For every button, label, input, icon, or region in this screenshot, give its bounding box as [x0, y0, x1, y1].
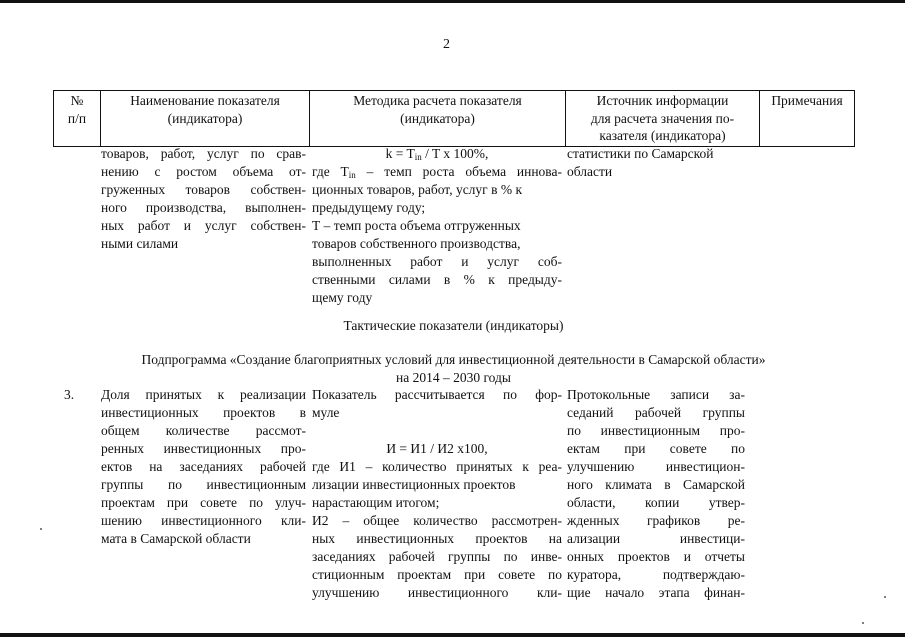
text-line: ектам при совете по — [567, 441, 745, 456]
subprogram-title-line2: на 2014 – 2030 годы — [396, 370, 511, 385]
scan-edge-bottom — [0, 633, 905, 637]
text-line: ционных товаров, работ, услуг в % к — [312, 182, 523, 197]
text-line: ного климата в Самарской — [567, 477, 745, 492]
scan-speck — [862, 622, 864, 624]
header-number: № п/п — [54, 91, 101, 147]
text-line: куратора, подтверждаю- — [567, 567, 745, 582]
text-line: щие начало этапа финан- — [567, 585, 745, 600]
text-line: Доля принятых к реализации — [101, 387, 306, 402]
header-notes: Примечания — [760, 91, 855, 147]
header-name: Наименование показателя (индикатора) — [101, 91, 310, 147]
subprogram-title-line1: Подпрограмма «Создание благоприятных условий для инвестиционной деятельности в Самарской области» — [141, 352, 766, 367]
text-line: Показатель рассчитывается по фор- — [312, 387, 562, 402]
formula-k: $k = T_{in} / T$ x 100%, — [385, 146, 489, 162]
text-line: выполненных работ и услуг соб- — [312, 254, 562, 269]
text-line: нению с ростом объема от- — [101, 164, 306, 179]
text-line: общем количестве рассмот- — [101, 423, 306, 438]
text-line: Т – темп роста объема отгруженных — [312, 218, 521, 233]
text-line: статистики по Самарской — [567, 146, 714, 161]
text-line: щему году — [312, 290, 373, 305]
text-line: ного производства, выполнен- — [101, 200, 306, 215]
text-line: лизации инвестиционных проектов — [312, 477, 516, 492]
text-line: седаний рабочей группы — [567, 405, 745, 420]
text-line: группы по инвестиционным — [101, 477, 306, 492]
text-line: ализации инвестици- — [567, 531, 745, 546]
text-line: где $T_{in}$ – темп роста объема иннова- — [312, 164, 562, 180]
text-line: ственными силами в % к предыду- — [312, 272, 562, 287]
header-source: Источник информации для расчета значения по- казателя (индикатора) — [566, 91, 760, 147]
text-line: И2 – общее количество рассмотрен- — [312, 513, 562, 528]
text-line: предыдущему году; — [312, 200, 426, 215]
text-line: товаров, работ, услуг по срав- — [101, 146, 306, 161]
table-header — [53, 90, 855, 147]
scan-edge-top — [0, 0, 905, 3]
text-line: улучшению инвестиционного кли- — [312, 585, 562, 600]
text-line: ных инвестиционных проектов на — [312, 531, 562, 546]
text-line: нарастающим итогом; — [312, 495, 440, 510]
row-number: 3. — [64, 387, 75, 402]
section-title: Тактические показатели (индикаторы) — [343, 318, 564, 333]
text-line: муле — [312, 405, 340, 420]
text-line: мата в Самарской области — [101, 531, 251, 546]
text-line: груженных товаров собствен- — [101, 182, 306, 197]
text-line: жденных графиков ре- — [567, 513, 745, 528]
text-line: проектам при совете по улуч- — [101, 495, 306, 510]
header-method: Методика расчета показателя (индикатора) — [310, 91, 566, 147]
text-line: ектов на заседаниях рабочей — [101, 459, 306, 474]
text-line: товаров собственного производства, — [312, 236, 521, 251]
text-line: ными силами — [101, 236, 179, 251]
text-line: по инвестиционным про- — [567, 423, 745, 438]
scan-speck — [884, 596, 886, 598]
text-line: улучшению инвестицион- — [567, 459, 745, 474]
text-line: ных работ и услуг собствен- — [101, 218, 306, 233]
text-line: ренных инвестиционных про- — [101, 441, 306, 456]
page-number: 2 — [443, 37, 450, 52]
text-line: области, копии утвер- — [567, 495, 745, 510]
text-line: шению инвестиционного кли- — [101, 513, 306, 528]
text-line: инвестиционных проектов в — [101, 405, 306, 420]
text-line: заседаниях рабочей группы по инве- — [312, 549, 562, 564]
formula-i: И = И1 / И2 x100, — [386, 441, 488, 456]
text-line: области — [567, 164, 613, 179]
text-line: стиционным проектам при совете по — [312, 567, 562, 582]
text-line: онных проектов и отчеты — [567, 549, 745, 564]
scan-speck — [40, 528, 42, 530]
text-line: Протокольные записи за- — [567, 387, 745, 402]
text-line: где И1 – количество принятых к реа- — [312, 459, 562, 474]
